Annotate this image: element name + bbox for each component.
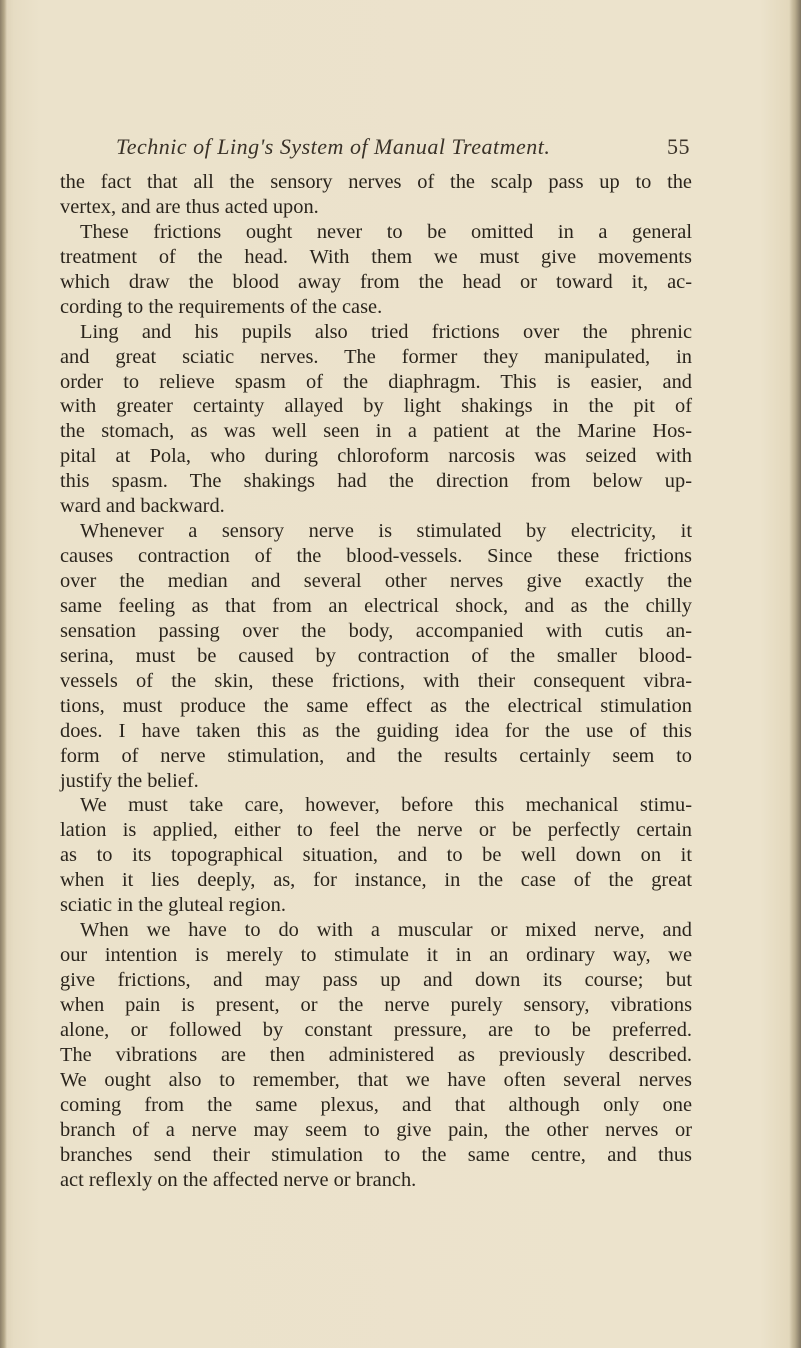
text-line: branch of a nerve may seem to give pain, the other nerves or [60, 1118, 692, 1141]
running-head-title: Technic of Ling's System of Manual Treatment. [116, 134, 551, 159]
text-line: cording to the requirements of the case. [60, 295, 383, 318]
text-line: our intention is merely to stimulate it in an ordinary way, we [60, 944, 692, 967]
page-number: 55 [667, 134, 690, 159]
text-line: When we have to do with a muscular or mixed nerve, and [80, 919, 692, 942]
text-line: lation is applied, either to feel the nerve or be perfectly certain [60, 819, 692, 842]
page-right-edge [789, 0, 801, 1348]
page-binding-edge [0, 0, 7, 1348]
body-text [60, 170, 692, 1192]
text-line: branches send their stimulation to the same centre, and thus [60, 1143, 692, 1166]
text-line: and great sciatic nerves. The former they manipulated, in [60, 345, 692, 368]
text-line: We ought also to remember, that we have often several nerves [60, 1068, 692, 1091]
text-line: causes contraction of the blood-vessels. Since these frictions [60, 545, 692, 568]
text-line: We must take care, however, before this mechanical stimu- [80, 794, 692, 817]
text-line: Ling and his pupils also tried frictions over the phrenic [80, 320, 692, 343]
text-line: this spasm. The shakings had the direction from below up- [60, 470, 692, 493]
text-line: when it lies deeply, as, for instance, in the case of the great [60, 869, 692, 892]
text-line: sciatic in the gluteal region. [60, 894, 286, 917]
text-line: ward and backward. [60, 495, 225, 518]
text-line: act reflexly on the affected nerve or branch. [60, 1168, 417, 1191]
text-line: vertex, and are thus acted upon. [60, 195, 319, 218]
text-line: tions, must produce the same effect as the electrical stimulation [60, 694, 692, 717]
text-line: Whenever a sensory nerve is stimulated by electricity, it [80, 520, 692, 543]
text-line: justify the belief. [60, 769, 199, 792]
text-line: as to its topographical situation, and to be well down on it [60, 844, 692, 867]
text-line: The vibrations are then administered as previously described. [60, 1043, 692, 1066]
text-line: the fact that all the sensory nerves of the scalp pass up to the [60, 171, 692, 193]
text-line: treatment of the head. With them we must give movements [60, 245, 692, 268]
text-line: with greater certainty allayed by light shakings in the pit of [60, 395, 692, 418]
text-line: same feeling as that from an electrical shock, and as the chilly [60, 594, 692, 617]
text-line: which draw the blood away from the head or toward it, ac- [60, 270, 692, 293]
text-line: give frictions, and may pass up and down its course; but [60, 969, 692, 991]
text-line: sensation passing over the body, accompanied with cutis an- [60, 619, 692, 642]
text-line: when pain is present, or the nerve purely sensory, vibrations [60, 993, 692, 1016]
text-line: does. I have taken this as the guiding idea for the use of this [60, 719, 692, 742]
text-line: vessels of the skin, these frictions, with their consequent vibra- [60, 669, 692, 692]
text-line: alone, or followed by constant pressure, are to be preferred. [60, 1018, 692, 1041]
text-line: pital at Pola, who during chloroform narcosis was seized with [60, 445, 692, 468]
text-line: over the median and several other nerves give exactly the [60, 570, 692, 592]
text-line: serina, must be caused by contraction of the smaller blood- [60, 644, 692, 667]
text-line: form of nerve stimulation, and the results certainly seem to [60, 744, 692, 767]
running-head [116, 134, 690, 164]
text-line: order to relieve spasm of the diaphragm. This is easier, and [60, 370, 692, 393]
text-line: These frictions ought never to be omitted in a general [80, 220, 692, 243]
text-line: the stomach, as was well seen in a patient at the Marine Hos- [60, 420, 692, 443]
text-line: coming from the same plexus, and that although only one [60, 1093, 692, 1116]
